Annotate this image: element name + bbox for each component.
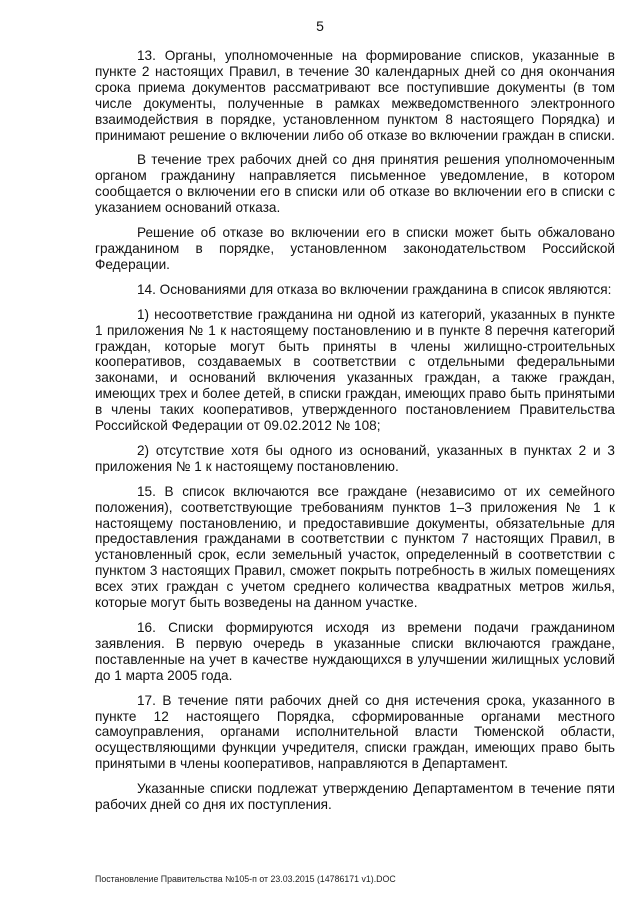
paragraph-15: 15. В список включаются все граждане (независимо от их семейного положения), соответствующие требованиям пунктов 1–3 приложения № 1 к настоящему постановлению, и предоставившие документы, обязательные для предоставления гражданами в соответствии с пунктом 7 настоящих Правил, в установленный срок, если земельный участок, определенный в соответствии с пунктом 3 настоящих Правил, сможет покрыть потребность в жилых помещениях всех этих граждан с учетом среднего количества квадратных метров жилья, которые могут быть возведены на данном участке. [95,483,615,611]
document-body [95,48,615,822]
paragraph-notification: В течение трех рабочих дней со дня принятия решения уполномоченным органом гражданину направляется письменное уведомление, в котором сообщается о включении его в списки или об отказе во включении его в списки с указанием оснований отказа. [95,152,615,216]
paragraph-13: 13. Органы, уполномоченные на формирование списков, указанные в пункте 2 настоящих Правил, в течение 30 календарных дней со дня окончания срока приема документов рассматривают все поступившие документы (в том числе документы, полученные в рамках межведомственного электронного взаимодействия в порядке, установленном пунктом 8 настоящего Порядка) и принимают решение о включении либо об отказе во включении граждан в списки. [95,48,615,143]
document-footer: Постановление Правительства №105-п от 23.03.2015 (14786171 v1).DOC [95,874,396,884]
paragraph-14-item-1: 1) несоответствие гражданина ни одной из категорий, указанных в пункте 1 приложения № 1 к настоящему постановлению и в пункте 8 перечня категорий граждан, которые могут быть приняты в члены жилищно-строительных кооперативов, создаваемых в соответствии с отдельными федеральными законами, и оснований включения указанных граждан, а также граждан, имеющих трех и более детей, в списки граждан, имеющих право быть принятыми в члены таких кооперативов, утвержденного постановлением Правительства Российской Федерации от 09.02.2012 № 108; [95,306,615,434]
paragraph-14: 14. Основаниями для отказа во включении гражданина в список являются: [137,281,612,297]
paragraph-14-item-2: 2) отсутствие хотя бы одного из оснований, указанных в пунктах 2 и 3 приложения № 1 к настоящему постановлению. [95,442,615,474]
paragraph-approval: Указанные списки подлежат утверждению Департаментом в течение пяти рабочих дней со дня их поступления. [95,781,615,813]
page-number: 5 [316,18,324,34]
paragraph-16: 16. Списки формируются исходя из времени подачи гражданином заявления. В первую очередь в указанные списки включаются граждане, поставленные на учет в качестве нуждающихся в улучшении жилищных условий до 1 марта 2005 года. [95,620,615,683]
paragraph-17: 17. В течение пяти рабочих дней со дня истечения срока, указанного в пункте 12 настоящего Порядка, сформированные органами местного самоуправления, органами исполнительной власти Тюменской области, осуществляющими функции учредителя, списки граждан, имеющих право быть принятыми в члены кооперативов, направляются в Департамент. [95,692,615,772]
paragraph-appeal: Решение об отказе во включении его в списки может быть обжаловано гражданином в порядке, установленном законодательством Российской Федерации. [95,225,615,272]
